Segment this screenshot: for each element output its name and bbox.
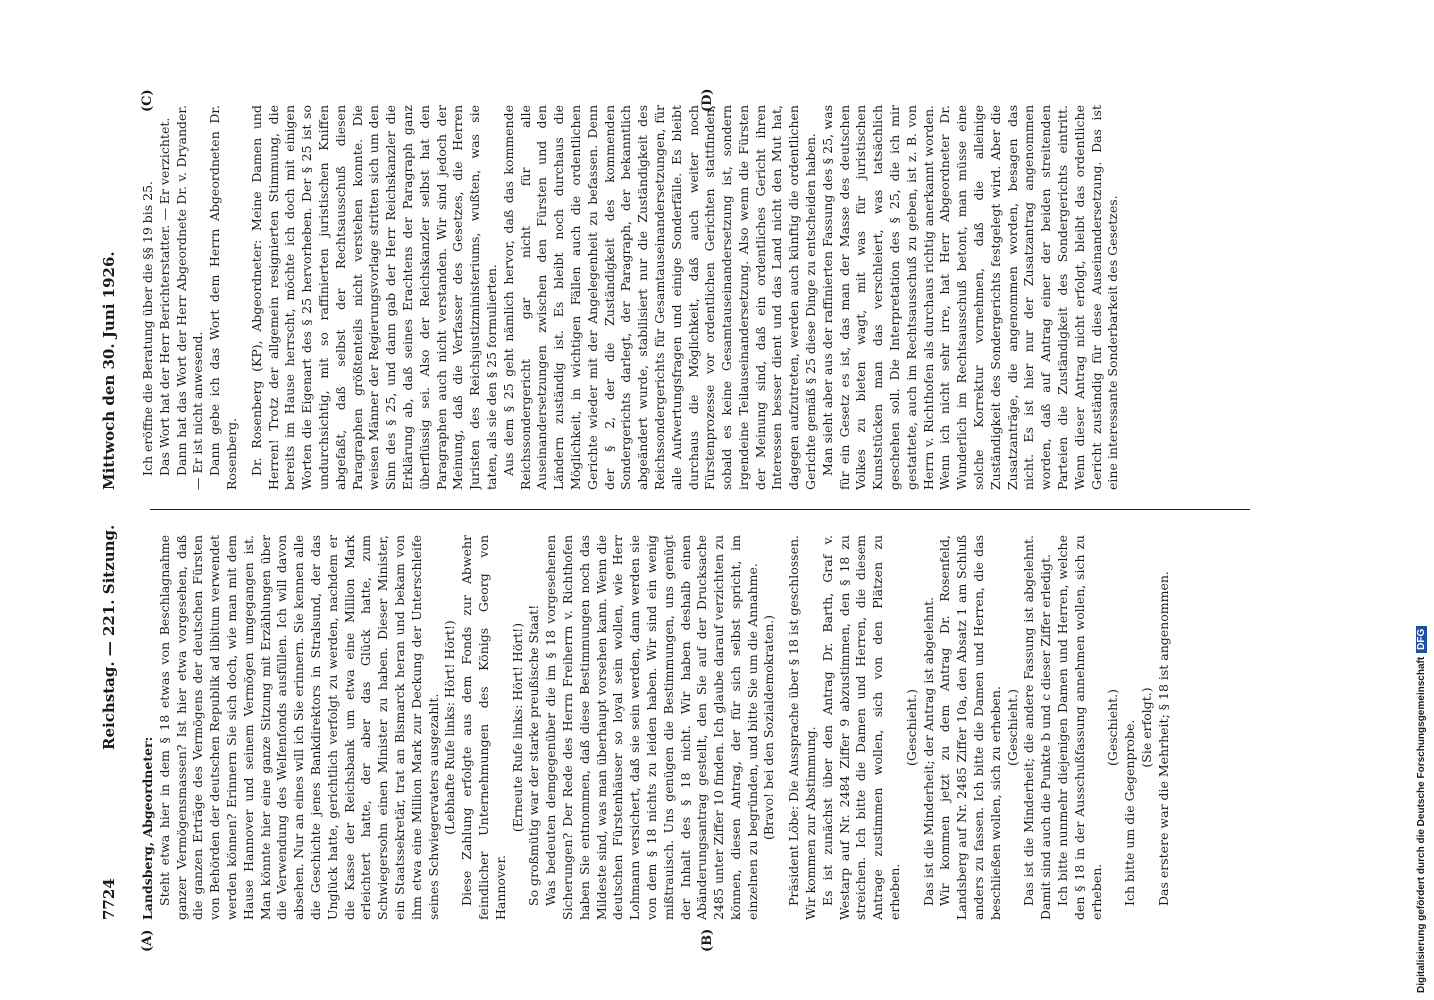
rotated-page xyxy=(100,88,1300,952)
digitization-text: Digitalisierung gefördert durch die Deutsche Forschungsgemeinschaft xyxy=(1416,656,1427,993)
page-number: 7724 xyxy=(100,878,118,920)
paragraph: Dr. Rosenberg (KP), Abgeordneter: Meine Damen und Herren! Trotz der allgemein resignierten Stimmung, die bereits im Hause herrscht, möchte ich doch mit einigen Worten die Eigenart des § 25 hervorheben. Der § 25 ist so undurchsichtig, mit so raffinierten juristischen Kniffen abgefaßt, daß selbst der Rechtsausschuß diesen Paragraphen größtenteils nicht verstehen konnte. Die weisen Männer der Regierungsvorlage stritten sich um den Sinn des § 25, und dann gab der Herr Reichskanzler die Erklärung ab, daß seines Erachtens der Paragraph ganz überflüssig sei. Also der Reichskanzler selbst hat den Paragraphen auch nicht verstanden. Wir sind jedoch der Meinung, daß die Verfasser des Gesetzes, die Herren Juristen des Reichsjustizministeriums, wußten, was sie taten, als sie den § 25 formulierten. xyxy=(248,105,499,490)
paragraph: Es ist zunächst über den Antrag Dr. Barth, Graf v. Westarp auf Nr. 2484 Ziffer 9 abzustimmen, den § 18 zu streichen. Ich bitte die Damen und Herren, die diesem Antrage zustimmen wollen, sich von den Plätzen zu erheben. xyxy=(819,535,903,920)
interjection: (Geschieht.) xyxy=(1004,688,1020,767)
digitization-note xyxy=(1416,8,1430,993)
margin-mark-a: (A) xyxy=(140,929,155,952)
interjection: (Erneute Rufe links: Hört! Hört!) xyxy=(509,622,525,833)
paragraph: Steht etwa hier in dem § 18 etwas von Beschlagnahme ganzer Vermögensmassen? Ist hier etwa vorgesehen, daß die ganzen Erträge des Vermögens der deutschen Fürsten von Behörden der deutschen Republik ad libitum verwendet werden können? Erinnern Sie sich doch, wie man mit dem Hause Hannover und seinem Vermögen umgegangen ist. Man könnte hier eine ganze Sitzung mit Erzählungen über die Verwendung des Welfenfonds ausfüllen. Ich will davon absehen. Nur an eines will ich Sie erinnern. Sie kennen alle die Geschichte jenes Bankdirektors in Stralsund, der das Unglück hatte, gerichtlich verfolgt zu werden, nachdem er die Kasse der Reichsbank um etwa eine Million Mark erleichtert hatte, der aber das Glück hatte, zum Schwiegersohn einen Minister zu haben. Dieser Minister, ein Staatssekretär, trat an Bismarck heran und bekam von ihm etwa eine Million Mark zur Deckung der Unterschleife seines Schwiegervaters ausgezahlt. xyxy=(156,535,441,920)
session-title: Reichstag. — 221. Sitzung. xyxy=(100,524,118,750)
left-column xyxy=(140,535,1250,920)
speaker-name: Landsberg, Abgeordneter: xyxy=(140,736,155,920)
paragraph: Ich bitte nunmehr diejenigen Damen und Herren, welche den § 18 in der Ausschußfassung annehmen wollen, sich zu erheben. xyxy=(1055,535,1104,920)
paragraph: Ich bitte um die Gegenprobe. xyxy=(1122,719,1138,906)
paragraph: So großmütig war der starke preußische Staat! xyxy=(526,604,542,906)
margin-mark-b: (B) xyxy=(700,928,715,952)
paragraph: Aus dem § 25 geht nämlich hervor, daß das kommende Reichssondergericht gar nicht für alle Auseinandersetzungen zwischen den Fürsten und den Ländern zuständig ist. Es bleibt noch durchaus die Möglichkeit, in wichtigen Fällen auch die ordentlichen Gerichte wieder mit der Angelegenheit zu befassen. Denn der § 2, der die Zuständigkeit des kommenden Sondergerichts darlegt, der Paragraph, der bekanntlich abgeändert wurde, stabilisiert nur die Zuständigkeit des Reichssondergerichts für Gesamtauseinandersetzungen, für alle Aufwertungsfragen und einige Sonderfälle. Es bleibt durchaus die Möglichkeit, daß auch weiter noch Fürstenprozesse vor ordentlichen Gerichten stattfinden, sobald es keine Gesamtauseinandersetzung ist, sondern irgendeine Teilauseinandersetzung. Also wenn die Fürsten der Meinung sind, daß ein ordentliches Gericht ihren Interessen besser dient und das Land nicht den Mut hat, dagegen aufzutreten, werden auch künftig die ordentlichen Gerichte gemäß § 25 diese Dinge zu entscheiden haben. xyxy=(500,105,819,490)
session-date: Mittwoch den 30. Juni 1926. xyxy=(100,251,118,490)
column-divider xyxy=(150,509,1250,510)
interjection: (Geschieht.) xyxy=(903,688,919,767)
paragraph: Dann gebe ich das Wort dem Herrn Abgeordneten Dr. Rosenberg. xyxy=(207,105,239,490)
paragraph: Ich eröffne die Beratung über die §§ 19 bis 25. xyxy=(140,180,155,476)
paragraph: Präsident Löbe: Die Aussprache über § 18 ist geschlossen. Wir kommen zur Abstimmung. xyxy=(786,535,819,920)
paragraph: Das Wort hat der Herr Berichterstatter. — Er verzichtet. xyxy=(156,117,172,476)
paragraph: Wir kommen jetzt zu dem Antrag Dr. Rosenfeld, Landsberg auf Nr. 2485 Ziffer 10a, den Absatz 1 am Schluß anders zu fassen. Ich bitte die Damen und Herren, die das beschließen wollen, sich zu erheben. xyxy=(937,535,1003,920)
margin-mark-c: (C) xyxy=(140,89,155,112)
paragraph: Dann hat das Wort der Herr Abgeordnete Dr. v. Dryander. — Er ist nicht anwesend. xyxy=(173,105,206,490)
paragraph: Das ist die Minderheit; der Antrag ist abgelehnt. xyxy=(920,596,936,906)
interjection: (Lebhafte Rufe links: Hört! Hört!) xyxy=(442,620,458,835)
interjection: (Geschieht.) xyxy=(1105,688,1121,767)
right-column xyxy=(140,105,1250,490)
paragraph: Das ist die Minderheit; die andere Fassung ist abgelehnt. Damit sind auch die Punkte b und c dieser Ziffer erledigt. xyxy=(1021,535,1054,920)
paragraph: Diese Zahlung erfolgte aus dem Fonds zur Abwehr feindlicher Unternehmungen des Königs Georg von Hannover. xyxy=(459,535,508,920)
interjection: (Sie erfolgt.) xyxy=(1139,687,1155,768)
dfg-logo: DFG xyxy=(1416,626,1427,653)
paragraph: Man sieht aber aus der raffinierten Fassung des § 25, was für ein Gesetz es ist, das man der Masse des deutschen Volkes zu bieten wagt, mit was für juristischen Kunststücken man das verschleiert, was tatsächlich geschehen soll. Die Interpretation des § 25, die ich mir gestattete, auch im Rechtsausschuß zu geben, ist z. B. von Herrn v. Richthofen als durchaus richtig anerkannt worden. Wenn ich nicht sehr irre, hat Herr Abgeordneter Dr. Wunderlich im Rechtsausschuß betont, man müsse eine solche Korrektur vornehmen, daß die alleinige Zuständigkeit des Sondergerichts festgelegt wird. Aber die Zusatzanträge, die angenommen worden, besagen das nicht. Es ist hier nur der Zusatzantrag angenommen worden, daß auf Antrag einer der beiden streitenden Parteien die Zuständigkeit des Sondergerichts eintritt. Wenn dieser Antrag nicht erfolgt, bleibt das ordentliche Gericht zuständig für diese Auseinandersetzung. Das ist eine interessante Sonderbarkeit des Gesetzes. xyxy=(819,105,1121,490)
interjection: (Bravo! bei den Sozialdemokraten.) xyxy=(761,614,777,841)
margin-mark-d: (D) xyxy=(700,88,715,112)
paragraph: Was bedeuten demgegenüber die im § 18 vorgesehenen Sicherungen? Der Rede des Herrn Freiherrn v. Richthofen haben Sie entnommen, daß diese Bestimmungen noch das Mildeste sind, was man überhaupt vorsehen kann. Wenn die deutschen Fürstenhäuser so loyal sein wollen, wie Herr Lohmann versichert, daß sie sein werden, dann werden sie von dem § 18 nichts zu leiden haben. Wir sind ein wenig mißtrauisch. Uns genügen die Bestimmungen, uns genügt der Inhalt des § 18 nicht. Wir haben deshalb einen Abänderungsantrag gestellt, den Sie auf der Drucksache 2485 unter Ziffer 10 finden. Ich glaube darauf verzichten zu können, diesen Antrag, der für sich selbst spricht, im einzelnen zu begründen, und bitte Sie um die Annahme. xyxy=(543,535,760,920)
paragraph: Das erstere war die Mehrheit; § 18 ist angenommen. xyxy=(1155,571,1171,906)
